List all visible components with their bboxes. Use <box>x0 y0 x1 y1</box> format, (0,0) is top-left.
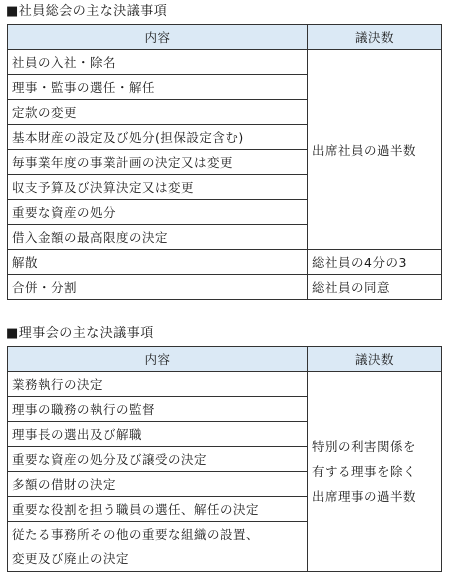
table-row <box>8 250 442 275</box>
item-cell-merger: 合併・分割 <box>8 275 308 300</box>
table-header-row <box>8 347 442 372</box>
general-meeting-table <box>7 24 442 300</box>
item-cell: 理事の職務の執行の監督 <box>8 397 308 422</box>
section-title-board: ■理事会の主な決議事項 <box>6 326 154 341</box>
table-row <box>8 275 442 300</box>
item-cell-multiline <box>8 522 308 572</box>
item-cell: 重要な資産の処分 <box>8 200 308 225</box>
item-cell-dissolution: 解散 <box>8 250 308 275</box>
header-item: 内容 <box>8 347 308 372</box>
item-cell: 多額の借財の決定 <box>8 472 308 497</box>
header-item: 内容 <box>8 25 308 50</box>
item-cell: 毎事業年度の事業計画の決定又は変更 <box>8 150 308 175</box>
vote-cell-merger: 総社員の同意 <box>308 275 442 300</box>
vote-line: 出席理事の過半数 <box>312 489 417 504</box>
header-vote: 議決数 <box>308 25 442 50</box>
vote-cell-dissolution: 総社員の4分の3 <box>308 250 442 275</box>
item-cell: 借入金額の最高限度の決定 <box>8 225 308 250</box>
table-row <box>8 50 442 75</box>
item-cell: 重要な役割を担う職員の選任、解任の決定 <box>8 497 308 522</box>
item-cell: 収支予算及び決算決定又は変更 <box>8 175 308 200</box>
vote-cell-board <box>308 372 442 572</box>
item-cell: 基本財産の設定及び処分(担保設定含む) <box>8 125 308 150</box>
item-cell: 定款の変更 <box>8 100 308 125</box>
table-row <box>8 372 442 397</box>
item-cell: 社員の入社・除名 <box>8 50 308 75</box>
item-line: 変更及び廃止の決定 <box>12 551 130 566</box>
header-vote: 議決数 <box>308 347 442 372</box>
item-cell: 理事・監事の選任・解任 <box>8 75 308 100</box>
item-cell: 重要な資産の処分及び譲受の決定 <box>8 447 308 472</box>
table-header-row <box>8 25 442 50</box>
vote-cell-majority: 出席社員の過半数 <box>308 50 442 250</box>
board-table <box>7 346 442 572</box>
item-cell: 理事長の選出及び解職 <box>8 422 308 447</box>
section-title-general-meeting: ■社員総会の主な決議事項 <box>6 4 168 19</box>
vote-line: 有する理事を除く <box>312 464 417 479</box>
item-cell: 業務執行の決定 <box>8 372 308 397</box>
item-line: 従たる事務所その他の重要な組織の設置、 <box>12 527 260 542</box>
vote-line: 特別の利害関係を <box>312 439 417 454</box>
